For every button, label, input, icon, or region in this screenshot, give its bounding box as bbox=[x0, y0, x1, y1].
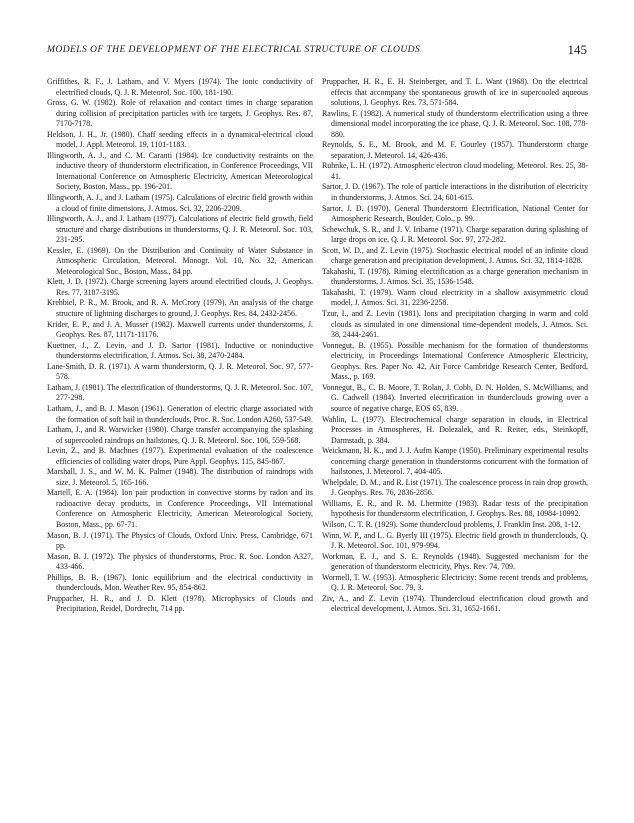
reference-entry: Mason, B. J. (1971). The Physics of Clouds, Oxford Univ. Press, Cambridge, 671 pp. bbox=[47, 530, 313, 551]
reference-entry: Scott, W. D., and Z. Levin (1975). Stochastic electrical model of an infinite cloud charge generation and precipitation development, J. Atmos. Sci. 32, 1814-1828. bbox=[322, 245, 588, 266]
reference-entry: Tzur, I., and Z. Levin (1981). Ions and precipitation charging in warm and cold clouds as simulated in one dimensional time-dependent models, J. Atmos. Sci. 38, 2444-2461. bbox=[322, 309, 588, 340]
reference-entry: Sartor, J. D. (1967). The role of particle interactions in the distribution of electricity in thunderstorms, J. Atmos. Sci. 24, 601-615. bbox=[322, 182, 588, 203]
reference-entry: Latham, J., and R. Warwicker (1980). Charge transfer accompanying the splashing of supercooled raindrops on hailstones, Q. J. R. Meteorol. Soc. 106, 559-568. bbox=[47, 425, 313, 445]
reference-entry: Kuettner, J., Z. Levin, and J. D. Sartor (1981). Inductive or noninductive thunderstorms electrification, J. Atmos. Sci. 38, 2470-2484. bbox=[47, 340, 313, 361]
reference-entry: Klett, J. D. (1972). Charge screening layers around electrified clouds, J. Geophys. Res. 77, 3187-3195. bbox=[47, 277, 313, 297]
reference-entry: Kessler, E. (1969). On the Distribution and Continuity of Water Substance in Atmospheric Circulation, Meteorol. Monogr. Vol. 10, No. 32, American Meteorological Soc., Boston, Mass., 84 pp. bbox=[47, 245, 313, 276]
reference-entry: Pruppacher, H. R., E. H. Steinberger, and T. L. Want (1968). On the electrical effects that accompany the spontaneous growth of ice in supercooled aqueous solutions, J. Geophys. Res. 73, 571-584. bbox=[322, 77, 588, 108]
reference-entry: Lane-Smith, D. R. (1971). A warm thunderstorm, Q. J. R. Meteorol. Soc. 97, 577-578. bbox=[47, 361, 313, 382]
reference-entry: Wahlin, L. (1977). Electrochemical charge separation in clouds, in Electrical Processes in Atmospheres, H. Dolezalek, and R. Reiter, eds., Steinkopff, Darmstadt, p. 384. bbox=[322, 414, 588, 445]
reference-entry: Sartor, J. D. (1970). General Thunderstorm Electrification, National Center for Atmospheric Research, Boulder, Colo., p. 99. bbox=[322, 203, 588, 224]
reference-entry: Ziv, A., and Z. Levin (1974). Thundercloud electrification cloud growth and electrical development, J. Atmos. Sci. 31, 1652-1661. bbox=[322, 593, 588, 614]
page-header bbox=[47, 44, 587, 60]
reference-entry: Takahashi, T. (1979). Warm cloud electricity in a shallow axisymmetric cloud model, J. Atmos. Sci. 31, 2236-2258. bbox=[322, 287, 588, 308]
running-title: MODELS OF THE DEVELOPMENT OF THE ELECTRICAL STRUCTURE OF CLOUDS bbox=[47, 44, 421, 55]
references-column-left bbox=[47, 77, 313, 615]
reference-entry: Schewchuk, S. R., and J. V. Iribarne (1971). Charge separation during splashing of large drops on ice, Q. J. R. Meteorol. Soc. 97, 272-282. bbox=[322, 224, 588, 245]
reference-entry: Illingworth, A. J., and J. Latham (1975). Calculations of electric field growth within a cloud of finite dimensions, J. Atmos. Sci. 32, 2206-2209. bbox=[47, 193, 313, 213]
reference-entry: Krehbiel, P. R., M. Brook, and R. A. McCrory (1979). An analysis of the charge structure of lightning discharges to ground, J. Geophys. Res. 84, 2432-2456. bbox=[47, 298, 313, 319]
reference-entry: Heldson, J. H., Jr. (1980). Chaff seeding effects in a dynamical-electrical cloud model, J. Appl. Meteorol. 19, 1101-1183. bbox=[47, 129, 313, 150]
reference-entry: Reynolds, S. E., M. Brook, and M. F. Gourley (1957). Thunderstorm charge separation, J. Meteorol. 14, 426-436. bbox=[322, 140, 588, 160]
reference-entry: Mason, B. J. (1972). The physics of thunderstorms, Proc. R. Soc. London A327, 433-466. bbox=[47, 551, 313, 572]
reference-entry: Vonnegut, B. (1955). Possible mechanism for the formation of thunderstorms electricity, in Proceedings International Conference Atmospheric Electricity, Geophys. Res. Paper No. 42, Air Force Cambridge Research Center, Bedford, Mass., p. 169. bbox=[322, 340, 588, 382]
reference-entry: Martell, E. A. (1984). Ion pair production in convective storms by radon and its radioactive decay products, in Conference Proceedings, VII International Conference on Atmospheric Electricity, American Meteorological Society, Boston, Mass., pp. 67-71. bbox=[47, 488, 313, 529]
reference-entry: Illingworth, A. J., and C. M. Caranti (1984). Ice conductivity restraints on the inductive theory of thunderstorm electrification, in Conference Proceedings, VII International Conference on Atmospheric Electricity, American Meteorological Society, Boston, Mass., pp. 196-201. bbox=[47, 150, 313, 192]
reference-entry: Latham, J. (1981). The electrification of thunderstorms, Q. J. R. Meteorol. Soc. 107, 277-298. bbox=[47, 382, 313, 403]
reference-entry: Marshall, J. S., and W. M. K. Palmer (1948). The distribution of raindrops with size, J. Meteorol. 5, 165-166. bbox=[47, 467, 313, 487]
reference-entry: Vonnegut, B., C. B. Moore, T. Rolan, J. Cobb, D. N. Holden, S. McWilliams, and G. Cadwell (1984). Inverted electrification in thunderclouds growing over a source of negative charge, EOS 65, 839. bbox=[322, 382, 588, 413]
reference-entry: Workman, E. J., and S. E. Reynolds (1948). Suggested mechanism for the generation of thunderstorm electricity, Phys. Rev. 74, 709. bbox=[322, 551, 588, 572]
page-number: 145 bbox=[567, 42, 587, 57]
reference-entry: Gross, G. W. (1982). Role of relaxation and contact times in charge separation during collision of precipitation particles with ice targets, J. Geophys. Res. 87, 7170-7178. bbox=[47, 98, 313, 129]
reference-entry: Weickmann, H. K., and J. J. Aufm Kampe (1950). Preliminary experimental results concerning charge generation in thunderstorms concurrent with the formation of hailstones, J. Meteorol. 7, 404-405. bbox=[322, 446, 588, 477]
reference-entry: Illingworth, A. J., and J. Latham (1977). Calculations of electric field growth, field structure and charge distributions in thunderstorms, Q. J. R. Meteorol. Soc. 103, 231-295. bbox=[47, 214, 313, 245]
references-column-right bbox=[322, 77, 588, 615]
reference-entry: Ruhnke, L. H. (1972). Atmospheric electron cloud modeling, Meteorol. Res. 25, 38-41. bbox=[322, 161, 588, 181]
reference-entry: Williams, E. R., and R. M. Lhermitte (1983). Radar tests of the precipitation hypothesis for thunderstorm electrification, J. Geophys. Res. 88, 10984-10992. bbox=[322, 498, 588, 519]
reference-entry: Levin, Z., and B. Machnes (1977). Experimental evaluation of the coalescence efficiencies of colliding water drops, Pure Appl. Geophys. 115, 845-867. bbox=[47, 446, 313, 466]
reference-entry: Rawlins, F. (1982). A numerical study of thunderstorm electrification using a three dimensional model incorporating the ice phase, Q. J. R. Meteorol. Soc. 108, 778-880. bbox=[322, 108, 588, 139]
reference-entry: Winn, W. P., and L. G. Byerly III (1975). Electric field growth in thunderclouds, Q. J. R. Meteorol. Soc. 101, 979-994. bbox=[322, 530, 588, 551]
reference-entry: Pruppacher, H. R., and J. D. Klett (1978). Microphysics of Clouds and Precipitation, Reidel, Dordrecht, 714 pp. bbox=[47, 593, 313, 614]
reference-entry: Phillips, B. B. (1967). Ionic equilibrium and the electrical conductivity in thunderclouds, Mon. Weather Rev. 95, 854-862. bbox=[47, 572, 313, 593]
reference-entry: Wilson, C. T. R. (1929). Some thundercloud problems, J. Franklin Inst. 208, 1-12. bbox=[322, 519, 581, 529]
reference-entry: Whelpdale, D. M., and R. List (1971). The coalescence process in rain drop growth, J. Geophys. Res. 76, 2836-2856. bbox=[322, 477, 588, 498]
reference-entry: Griffithes, R. F., J. Latham, and V. Myers (1974). The ionic conductivity of electrified clouds, Q. J. R. Meteorol. Soc. 100, 181-190. bbox=[47, 77, 313, 97]
reference-entry: Wormell, T. W. (1953). Atmospheric Electricity: Some recent trends and problems, Q. J. R. Meteorol. Soc. 79, 3. bbox=[322, 572, 588, 593]
reference-entry: Takahashi, T. (1978). Riming electrification as a charge generation mechanism in thunderstorms, J. Atmos. Sci. 35, 1536-1548. bbox=[322, 266, 588, 287]
reference-entry: Latham, J., and B. J. Mason (1961). Generation of electric charge associated with the formation of soft hail in thunderclouds, Proc. R. Soc. London A260, 537-549. bbox=[47, 403, 313, 424]
reference-entry: Krider, E. P., and J. A. Musser (1982). Maxwell currents under thunderstorms, J. Geophys. Res. 87, 11171-11176. bbox=[47, 319, 313, 340]
